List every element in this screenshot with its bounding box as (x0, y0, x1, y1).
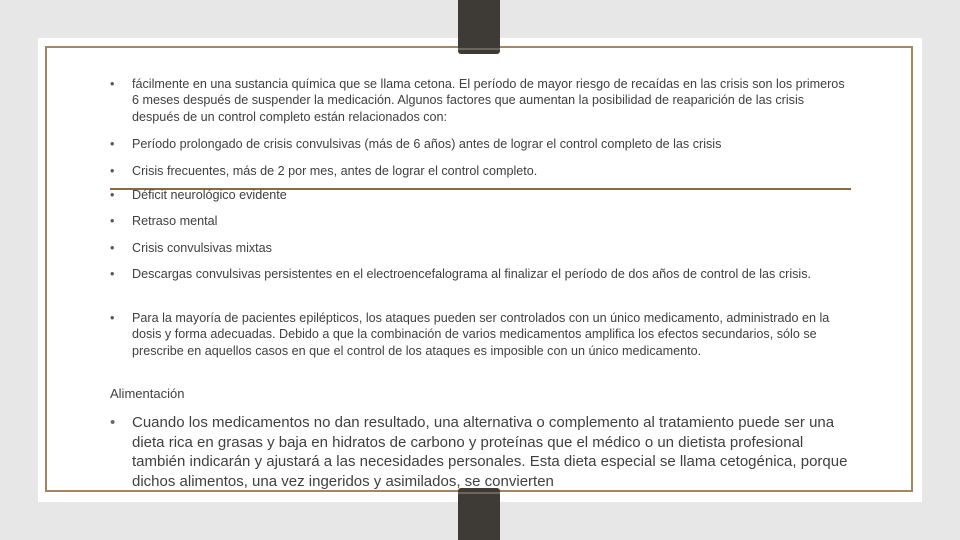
bullet-item (110, 163, 850, 179)
bullet-icon: • (110, 188, 115, 202)
bullet-text: Crisis frecuentes, más de 2 por mes, antes de lograr el control completo. (132, 164, 538, 178)
bottom-binder-strap (458, 488, 500, 540)
bullet-icon: • (110, 164, 115, 178)
bullet-text: Crisis convulsivas mixtas (132, 241, 272, 255)
bullet-icon: • (110, 77, 115, 91)
bullet-icon: • (110, 414, 116, 431)
bullet-icon: • (110, 214, 115, 228)
top-binder-strap (458, 0, 500, 54)
bullet-text: Retraso mental (132, 214, 218, 228)
bullet-item (110, 187, 850, 203)
bullet-item (110, 76, 850, 125)
main-bullet-item (110, 413, 855, 491)
main-bullet-text: Cuando los medicamentos no dan resultado, una alternativa o complemento al tratamiento puede ser una dieta rica en grasas y baja en hidratos de carbono y proteínas que el médico o un dietista profesional también indicarán y ajustará a las necesidades personales. Esta dieta especial se llama cetogénica, porque dichos alimentos, una vez ingeridos y asimilados, se convierten (132, 414, 848, 490)
bullet-item (110, 240, 850, 256)
bullet-icon: • (110, 241, 115, 255)
bullet-item (110, 266, 850, 282)
bullet-text: Para la mayoría de pacientes epilépticos, los ataques pueden ser controlados con un único medicamento, administrado en la dosis y forma adecuadas. Debido a que la combinación de varios medicamentos amplifica los efectos secundarios, sólo se prescribe en aquellos casos en que el control de los ataques es imposible con un único medicamento. (132, 311, 830, 358)
bullet-icon: • (110, 267, 115, 281)
section-heading: Alimentación (110, 386, 185, 401)
bullet-icon: • (110, 311, 115, 325)
bullet-item (110, 136, 850, 152)
bullet-text: fácilmente en una sustancia química que se llama cetona. El período de mayor riesgo de recaídas en las crisis son los primeros 6 meses después de suspender la medicación. Algunos factores que aumentan la posibilidad de reaparición de las crisis después de un control completo están relacionados con: (132, 77, 845, 124)
bullet-text: Período prolongado de crisis convulsivas (más de 6 años) antes de lograr el control completo de las crisis (132, 137, 722, 151)
bullet-item (110, 310, 850, 359)
bullet-item (110, 213, 850, 229)
bullet-icon: • (110, 137, 115, 151)
bullet-text: Descargas convulsivas persistentes en el electroencefalograma al finalizar el período de dos años de control de las crisis. (132, 267, 812, 281)
bullet-text: Déficit neurológico evidente (132, 188, 287, 202)
